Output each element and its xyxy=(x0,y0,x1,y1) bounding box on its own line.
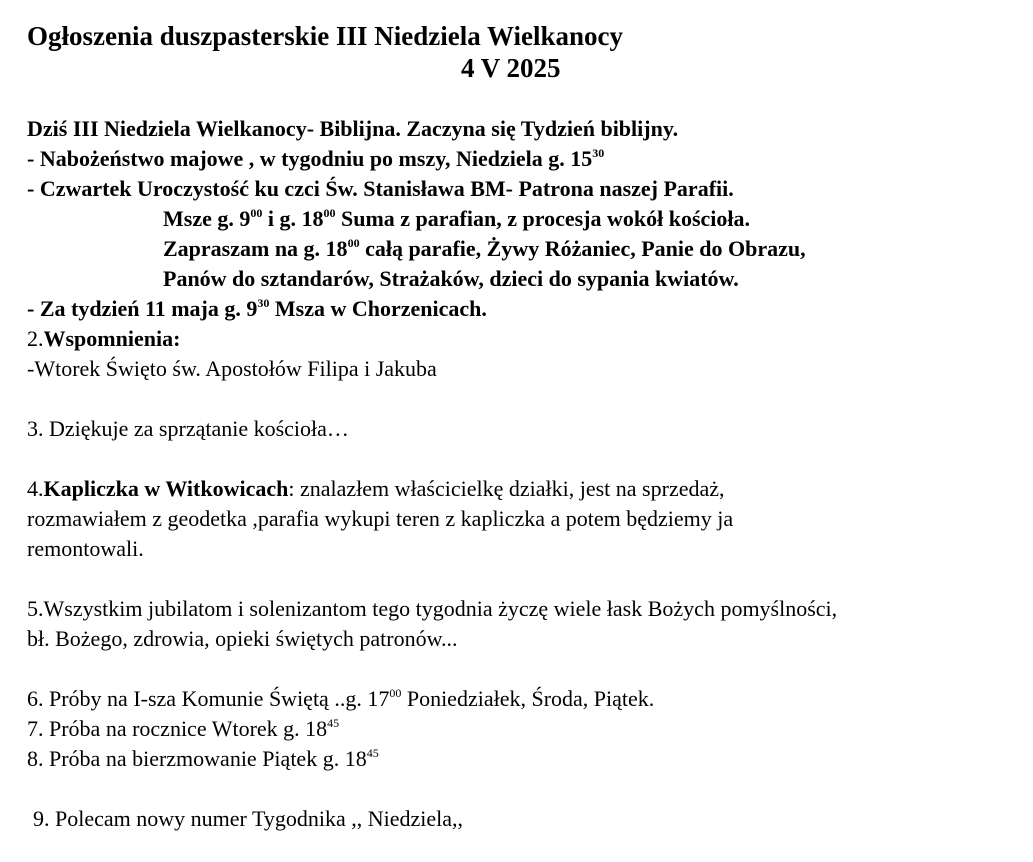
item-6-sup: 00 xyxy=(389,686,402,700)
item-2-detail: -Wtorek Święto św. Apostołów Filipa i Jakuba xyxy=(27,356,437,381)
item-2-heading: Wspomnienia: xyxy=(43,326,181,351)
item-4-line-1 xyxy=(27,474,1017,504)
item-5-line-2: bł. Bożego, zdrowia, opieki świętych patronów... xyxy=(27,626,458,651)
intro-line: Dziś III Niedziela Wielkanocy- Biblijna. Zaczyna się Tydzień biblijny. xyxy=(27,116,679,141)
msze-sup-2: 00 xyxy=(323,206,336,220)
item-3: 3. Dziękuje za sprzątanie kościoła… xyxy=(27,416,349,441)
item-4-line-3: remontowali. xyxy=(27,536,144,561)
item-2-heading-line xyxy=(27,324,1017,354)
zapraszam-text-b: całą parafie, Żywy Różaniec, Panie do Obrazu, xyxy=(359,236,806,261)
announcement-document xyxy=(27,20,1017,834)
item-7 xyxy=(27,714,1017,744)
zapraszam-text-a: Zapraszam na g. 18 xyxy=(163,236,348,261)
item-2-number: 2. xyxy=(27,326,44,351)
spacer xyxy=(27,564,1017,594)
item-4-number: 4. xyxy=(27,476,44,501)
msze-text-b: i g. 18 xyxy=(262,206,324,231)
spacer xyxy=(27,84,1017,114)
item-6 xyxy=(27,684,1017,714)
za-tydzien-sup: 30 xyxy=(257,296,270,310)
msze-text-c: Suma z parafian, z procesja wokół kościoła. xyxy=(335,206,751,231)
msze-text-a: Msze g. 9 xyxy=(163,206,251,231)
item-4-line-2: rozmawiałem z geodetka ,parafia wykupi teren z kapliczka a potem będziemy ja xyxy=(27,506,734,531)
za-tydzien-text-b: Msza w Chorzenicach. xyxy=(269,296,487,321)
item-8 xyxy=(27,744,1017,774)
panow-line: Panów do sztandarów, Strażaków, dzieci do sypania kwiatów. xyxy=(163,266,739,291)
item-6-text-a: 6. Próby na I-sza Komunie Świętą ..g. 17 xyxy=(27,686,390,711)
item-9: 9. Polecam nowy numer Tygodnika ,, Niedziela,, xyxy=(33,806,464,831)
majowe-text: - Nabożeństwo majowe , w tygodniu po mszy, Niedziela g. 15 xyxy=(27,146,593,171)
spacer xyxy=(27,444,1017,474)
majowe-time-sup: 30 xyxy=(592,146,605,160)
item-4-heading: Kapliczka w Witkowicach xyxy=(43,476,289,501)
msze-sup-1: 00 xyxy=(250,206,263,220)
zapraszam-sup: 00 xyxy=(347,236,360,250)
majowe-line xyxy=(27,144,1017,174)
spacer xyxy=(27,654,1017,684)
document-date: 4 V 2025 xyxy=(461,53,561,83)
zapraszam-line xyxy=(27,234,1017,264)
item-7-sup: 45 xyxy=(327,716,340,730)
item-6-text-b: Poniedziałek, Środa, Piątek. xyxy=(401,686,655,711)
item-8-text: 8. Próba na bierzmowanie Piątek g. 18 xyxy=(27,746,367,771)
czwartek-line: - Czwartek Uroczystość ku czci Św. Stanisława BM- Patrona naszej Parafii. xyxy=(27,176,734,201)
item-7-text: 7. Próba na rocznice Wtorek g. 18 xyxy=(27,716,328,741)
document-title: Ogłoszenia duszpasterskie III Niedziela Wielkanocy xyxy=(27,21,624,51)
item-5-line-1: 5.Wszystkim jubilatom i solenizantom tego tygodnia życzę wiele łask Bożych pomyślności, xyxy=(27,596,838,621)
spacer xyxy=(27,774,1017,804)
item-4-text: : znalazłem właścicielkę działki, jest na sprzedaż, xyxy=(288,476,725,501)
spacer xyxy=(27,384,1017,414)
za-tydzien-line xyxy=(27,294,1017,324)
za-tydzien-text-a: - Za tydzień 11 maja g. 9 xyxy=(27,296,258,321)
msze-line xyxy=(27,204,1017,234)
item-8-sup: 45 xyxy=(366,746,379,760)
